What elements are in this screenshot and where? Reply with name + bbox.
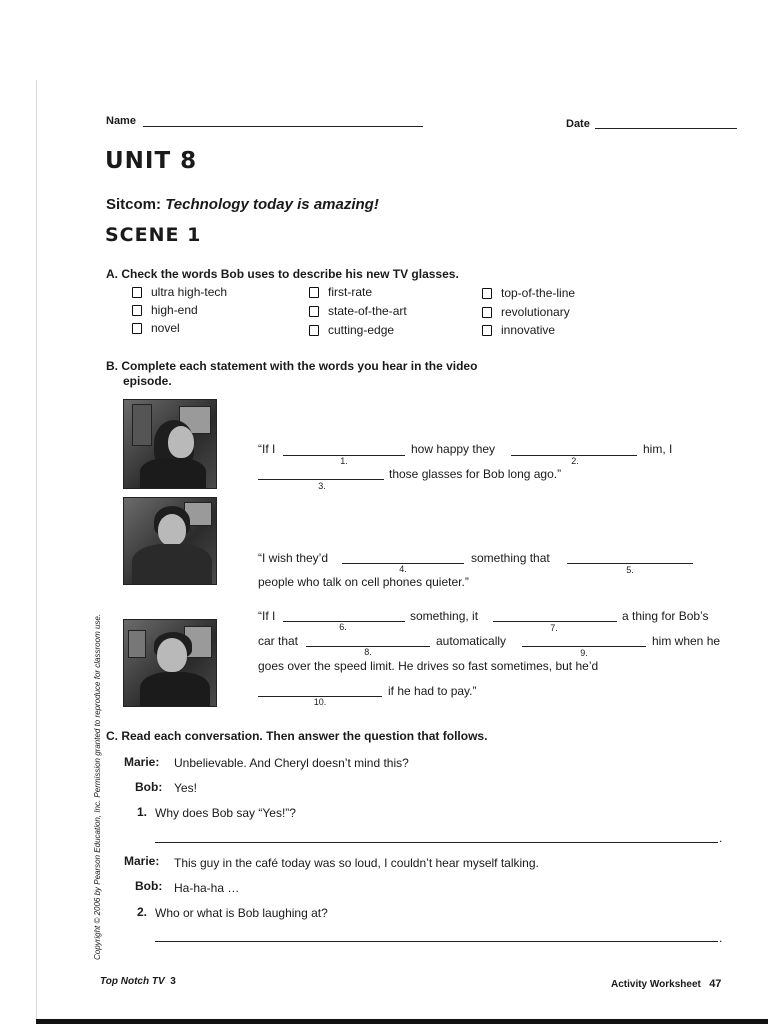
dialogue-line: Ha-ha-ha … (174, 881, 240, 895)
speaker-bob: Bob: (135, 879, 163, 893)
dialogue-line: This guy in the café today was so loud, I couldn’t hear myself talking. (174, 856, 539, 870)
question-2: Who or what is Bob laughing at? (155, 906, 328, 920)
checkbox-icon[interactable] (482, 325, 492, 336)
blank-number-1: 1. (340, 456, 348, 466)
option-high-end[interactable]: high-end (132, 303, 198, 317)
q2-text-2: something that (471, 551, 550, 565)
question-number-1: 1. (137, 805, 148, 819)
copyright-notice: Copyright © 2006 by Pearson Education, Inc. Permission granted to reproduce for classroom use. (93, 613, 102, 960)
option-novel[interactable]: novel (132, 321, 180, 335)
checkbox-icon[interactable] (132, 287, 142, 298)
footer-right: Activity Worksheet 47 (611, 978, 722, 990)
q1-text-2: how happy they (411, 442, 496, 456)
q1-text-3: him, I (643, 442, 673, 456)
blank-number-6: 6. (339, 622, 347, 632)
blank-5[interactable] (567, 563, 693, 564)
section-b-instruction: B. Complete each statement with the words you hear in the video episode. (106, 359, 478, 388)
checkbox-icon[interactable] (309, 287, 319, 298)
unit-title: UNIT 8 (105, 148, 198, 174)
blank-9[interactable] (522, 646, 646, 647)
q3-text-8: if he had to pay.” (388, 684, 477, 698)
date-label: Date (566, 118, 590, 130)
q3-text-4: car that (258, 634, 299, 648)
q1-text-4: those glasses for Bob long ago.” (389, 467, 562, 481)
answer-line-2[interactable] (155, 941, 718, 942)
blank-number-4: 4. (399, 564, 407, 574)
video-still-3 (123, 619, 217, 707)
date-line[interactable] (595, 128, 737, 129)
footer-left: Top Notch TV 3 (100, 976, 176, 987)
sitcom-label: Sitcom: (106, 196, 162, 213)
answer-period: . (719, 931, 723, 945)
checkbox-icon[interactable] (309, 325, 319, 336)
sitcom-title: Technology today is amazing! (165, 196, 379, 213)
option-cutting-edge[interactable]: cutting-edge (309, 323, 394, 337)
q3-text-2: something, it (410, 609, 479, 623)
q3-text-5: automatically (436, 634, 507, 648)
q3-text-6: him when he (652, 634, 721, 648)
page-edge (36, 80, 37, 1020)
answer-line-1[interactable] (155, 842, 718, 843)
blank-number-2: 2. (571, 456, 579, 466)
section-a-instruction: A. Check the words Bob uses to describe his new TV glasses. (106, 267, 459, 281)
q2-text-3: people who talk on cell phones quieter.” (258, 575, 469, 589)
option-first-rate[interactable]: first-rate (309, 285, 372, 299)
q3-text-7: goes over the speed limit. He drives so fast sometimes, but he’d (258, 659, 599, 673)
question-number-2: 2. (137, 905, 148, 919)
q3-text-1: “If I (258, 609, 276, 623)
section-c-instruction: C. Read each conversation. Then answer the question that follows. (106, 729, 488, 743)
option-state-of-the-art[interactable]: state-of-the-art (309, 304, 407, 318)
video-still-1 (123, 399, 217, 489)
speaker-bob: Bob: (135, 780, 163, 794)
q1-text-1: “If I (258, 442, 276, 456)
answer-period: . (719, 831, 723, 845)
sitcom-heading (106, 196, 379, 213)
option-ultra-high-tech[interactable]: ultra high-tech (132, 285, 227, 299)
blank-number-3: 3. (318, 481, 326, 491)
option-top-of-the-line[interactable]: top-of-the-line (482, 286, 575, 300)
option-revolutionary[interactable]: revolutionary (482, 305, 570, 319)
q3-text-3: a thing for Bob’s (622, 609, 709, 623)
video-still-2 (123, 497, 217, 585)
scan-border (36, 1019, 768, 1024)
option-innovative[interactable]: innovative (482, 323, 555, 337)
blank-number-8: 8. (364, 647, 372, 657)
dialogue-line: Yes! (174, 781, 197, 795)
blank-7[interactable] (493, 621, 617, 622)
name-label: Name (106, 115, 136, 127)
speaker-marie: Marie: (124, 755, 160, 769)
blank-3[interactable] (258, 479, 384, 480)
checkbox-icon[interactable] (482, 288, 492, 299)
blank-number-10: 10. (313, 697, 327, 707)
speaker-marie: Marie: (124, 854, 160, 868)
blank-number-9: 9. (580, 648, 588, 658)
blank-number-7: 7. (550, 623, 558, 633)
dialogue-line: Unbelievable. And Cheryl doesn’t mind this? (174, 756, 409, 770)
checkbox-icon[interactable] (482, 307, 492, 318)
scene-title: SCENE 1 (105, 224, 202, 246)
question-1: Why does Bob say “Yes!”? (155, 806, 296, 820)
checkbox-icon[interactable] (132, 305, 142, 316)
q2-text-1: “I wish they’d (258, 551, 329, 565)
checkbox-icon[interactable] (309, 306, 319, 317)
blank-number-5: 5. (626, 565, 634, 575)
name-line[interactable] (143, 126, 423, 127)
checkbox-icon[interactable] (132, 323, 142, 334)
